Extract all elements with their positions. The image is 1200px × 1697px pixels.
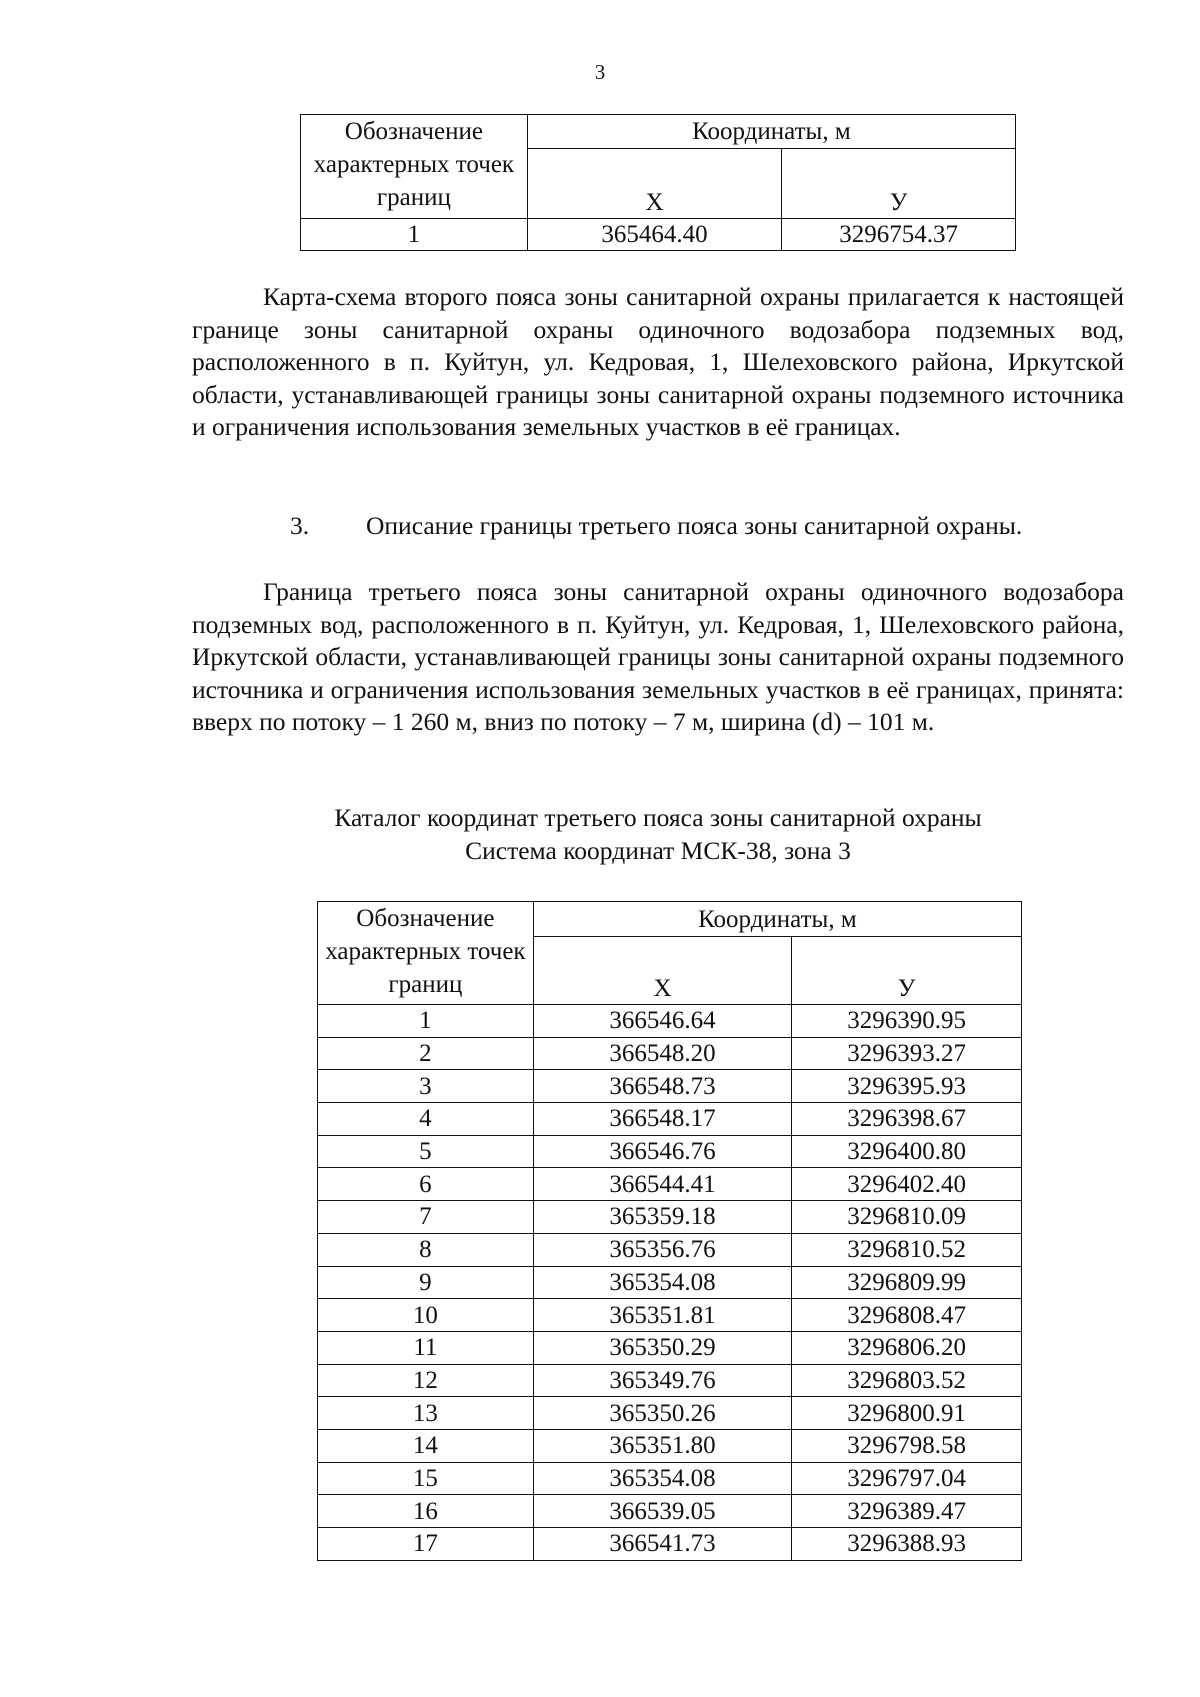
coordinates-table-third-belt: [317, 901, 1022, 1561]
point-cell: 17: [318, 1528, 534, 1561]
point-cell: 8: [318, 1233, 534, 1266]
point-cell: 7: [318, 1201, 534, 1234]
section-heading: [290, 511, 1022, 541]
header-y: У: [792, 937, 1022, 1005]
header-coordinates: Координаты, м: [533, 902, 1021, 937]
y-cell: 3296798.58: [792, 1429, 1022, 1462]
point-cell: 5: [318, 1135, 534, 1168]
point-cell: 14: [318, 1429, 534, 1462]
table-row: [318, 1266, 1022, 1299]
table-row: [318, 1462, 1022, 1495]
table-row: [318, 1005, 1022, 1038]
catalog-title-line-1: Каталог координат третьего пояса зоны санитарной охраны: [334, 803, 982, 832]
x-cell: 366546.64: [533, 1005, 792, 1038]
table-body: [301, 219, 1016, 251]
y-cell: 3296390.95: [792, 1005, 1022, 1038]
table-row: [318, 1135, 1022, 1168]
x-cell: 365350.26: [533, 1397, 792, 1430]
x-cell: 365351.80: [533, 1429, 792, 1462]
table-row: [318, 1364, 1022, 1397]
table-row: [301, 219, 1016, 251]
coordinates-table-second-belt: [300, 114, 1016, 251]
x-cell: 365351.81: [533, 1299, 792, 1332]
table-row: [318, 1331, 1022, 1364]
x-cell: 365354.08: [533, 1266, 792, 1299]
x-cell: 365354.08: [533, 1462, 792, 1495]
point-cell: 1: [318, 1005, 534, 1038]
header-coordinates: Координаты, м: [527, 115, 1015, 149]
paragraph-map-scheme: Карта-схема второго пояса зоны санитарной охраны прилагается к настоящей границе зоны санитарной охраны одиночного водозабора подземных вод, расположенного в п. Куйтун, ул. Кедровая, 1, Шелеховского района, Иркутской области, устанавливающей границы зоны санитарной охраны подземного источника и ограничения использования земельных участков в её границах.: [192, 282, 1124, 441]
x-cell: 365350.29: [533, 1331, 792, 1364]
y-cell: 3296809.99: [792, 1266, 1022, 1299]
point-cell: 1: [301, 219, 528, 251]
y-cell: 3296388.93: [792, 1528, 1022, 1561]
y-cell: 3296402.40: [792, 1168, 1022, 1201]
header-x: Х: [527, 149, 782, 219]
table-row: [318, 1103, 1022, 1136]
section-number: 3.: [290, 511, 310, 540]
x-cell: 366544.41: [533, 1168, 792, 1201]
x-cell: 365359.18: [533, 1201, 792, 1234]
y-cell: 3296800.91: [792, 1397, 1022, 1430]
table-row: [318, 1495, 1022, 1528]
point-cell: 4: [318, 1103, 534, 1136]
x-cell: 365464.40: [527, 219, 782, 251]
y-cell: 3296389.47: [792, 1495, 1022, 1528]
table-row: [318, 1168, 1022, 1201]
table-row: [318, 1037, 1022, 1070]
table-body: [318, 1005, 1022, 1561]
header-designation: Обозначение характерных точек границ: [318, 902, 534, 1005]
point-cell: 11: [318, 1331, 534, 1364]
y-cell: 3296400.80: [792, 1135, 1022, 1168]
point-cell: 6: [318, 1168, 534, 1201]
point-cell: 13: [318, 1397, 534, 1430]
x-cell: 366541.73: [533, 1528, 792, 1561]
catalog-title: [0, 801, 1200, 867]
header-x: Х: [533, 937, 792, 1005]
point-cell: 15: [318, 1462, 534, 1495]
point-cell: 10: [318, 1299, 534, 1332]
table-row: [318, 1233, 1022, 1266]
y-cell: 3296398.67: [792, 1103, 1022, 1136]
x-cell: 365356.76: [533, 1233, 792, 1266]
point-cell: 2: [318, 1037, 534, 1070]
y-cell: 3296395.93: [792, 1070, 1022, 1103]
x-cell: 366546.76: [533, 1135, 792, 1168]
y-cell: 3296810.09: [792, 1201, 1022, 1234]
table-row: [318, 1429, 1022, 1462]
y-cell: 3296806.20: [792, 1331, 1022, 1364]
y-cell: 3296803.52: [792, 1364, 1022, 1397]
header-designation: Обозначение характерных точек границ: [301, 115, 528, 219]
point-cell: 12: [318, 1364, 534, 1397]
y-cell: 3296797.04: [792, 1462, 1022, 1495]
y-cell: 3296808.47: [792, 1299, 1022, 1332]
x-cell: 366548.17: [533, 1103, 792, 1136]
point-cell: 16: [318, 1495, 534, 1528]
table-row: [318, 1299, 1022, 1332]
x-cell: 366548.20: [533, 1037, 792, 1070]
section-title: Описание границы третьего пояса зоны санитарной охраны.: [366, 511, 1023, 540]
y-cell: 3296810.52: [792, 1233, 1022, 1266]
table-row: [318, 1070, 1022, 1103]
point-cell: 9: [318, 1266, 534, 1299]
point-cell: 3: [318, 1070, 534, 1103]
x-cell: 366548.73: [533, 1070, 792, 1103]
table-row: [318, 1201, 1022, 1234]
y-cell: 3296754.37: [782, 219, 1016, 251]
x-cell: 365349.76: [533, 1364, 792, 1397]
page-number: 3: [594, 60, 606, 84]
paragraph-third-belt-boundary: Граница третьего пояса зоны санитарной охраны одиночного водозабора подземных вод, расположенного в п. Куйтун, ул. Кедровая, 1, Шелеховского района, Иркутской области, устанавливающей границы зоны санитарной охраны подземного источника и ограничения использования земельных участков в её границах, принята: вверх по потоку – 1 260 м, вниз по потоку – 7 м, ширина (d) – 101 м.: [192, 577, 1124, 736]
y-cell: 3296393.27: [792, 1037, 1022, 1070]
catalog-title-line-2: Система координат МСК-38, зона 3: [465, 836, 851, 865]
table-row: [318, 1397, 1022, 1430]
x-cell: 366539.05: [533, 1495, 792, 1528]
table-row: [318, 1528, 1022, 1561]
header-y: У: [782, 149, 1016, 219]
